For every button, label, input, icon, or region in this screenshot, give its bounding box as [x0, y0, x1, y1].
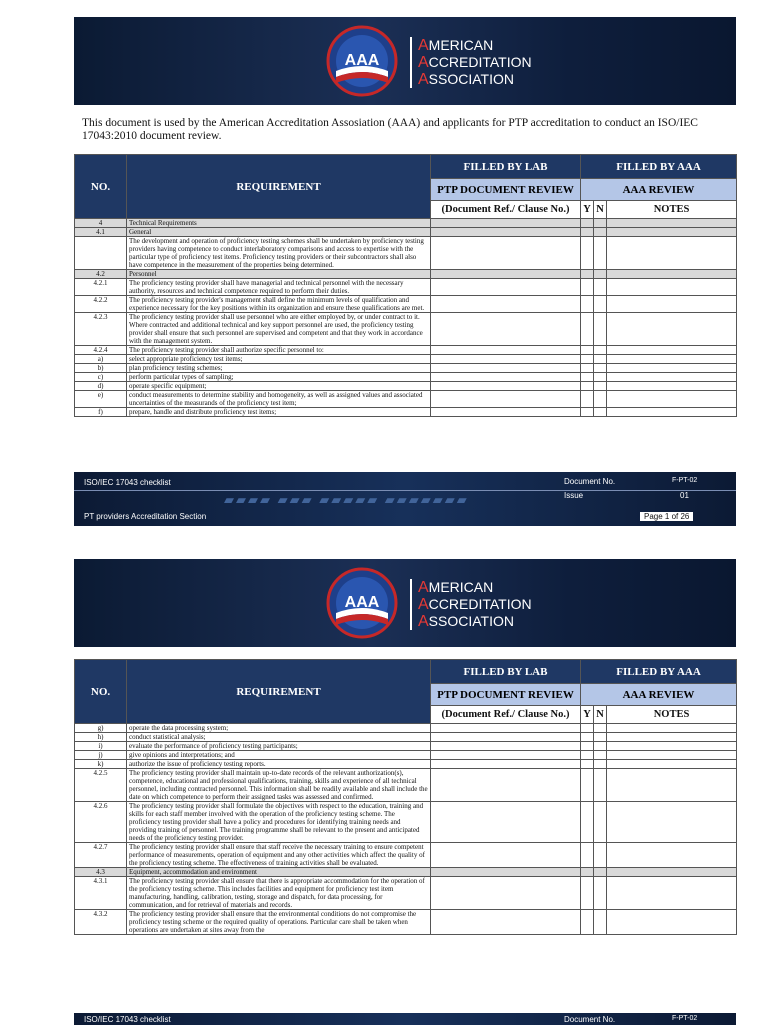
- y-cell[interactable]: [581, 373, 594, 382]
- req-no: 4.2.5: [75, 769, 127, 802]
- table-row: [75, 868, 737, 877]
- ptp-ref-cell[interactable]: [431, 355, 581, 364]
- req-text: General: [127, 228, 431, 237]
- req-no: 4.1: [75, 228, 127, 237]
- req-no: 4.3.1: [75, 877, 127, 910]
- req-text: The proficiency testing provider shall formulate the objectives with respect to the education, training and skills for each staff member involved with the operation of the proficiency testing scheme. The proficiency testing provider shall have a policy and procedures for identifying training needs and providing training of personnel. The training programme shall be relevant to the present and anticipated needs of the proficiency testing provider.: [127, 802, 431, 843]
- ptp-ref-cell[interactable]: [431, 751, 581, 760]
- y-cell[interactable]: [581, 296, 594, 313]
- ptp-ref-cell[interactable]: [431, 877, 581, 910]
- req-text: plan proficiency testing schemes;: [127, 364, 431, 373]
- req-no: h): [75, 733, 127, 742]
- n-cell[interactable]: [594, 355, 607, 364]
- page-footer: [74, 472, 736, 526]
- n-cell[interactable]: [594, 219, 607, 228]
- y-cell[interactable]: [581, 742, 594, 751]
- req-text: The proficiency testing provider's management shall define the minimum levels of qualification and experience necessary for the key positions within its organization and ensure these qualifications are met.: [127, 296, 431, 313]
- notes-cell[interactable]: [607, 733, 737, 742]
- n-cell[interactable]: [594, 760, 607, 769]
- notes-cell[interactable]: [607, 373, 737, 382]
- aaa-review: AAA REVIEW: [581, 684, 737, 706]
- page-footer: ISO/IEC 17043 checklist Document No. F-PT-02: [74, 1013, 736, 1025]
- table-row: [75, 270, 737, 279]
- req-text: give opinions and interpretations; and: [127, 751, 431, 760]
- notes-cell[interactable]: [607, 296, 737, 313]
- footer-checklist: ISO/IEC 17043 checklist: [84, 478, 171, 487]
- req-no: 4.2.6: [75, 802, 127, 843]
- ptp-ref-cell[interactable]: [431, 382, 581, 391]
- n-cell[interactable]: [594, 346, 607, 355]
- col-no: NO.: [75, 155, 127, 219]
- y-cell[interactable]: [581, 237, 594, 270]
- y-cell[interactable]: [581, 391, 594, 408]
- n-cell[interactable]: [594, 279, 607, 296]
- ptp-ref-cell[interactable]: [431, 364, 581, 373]
- y-cell[interactable]: [581, 910, 594, 935]
- notes-cell[interactable]: [607, 382, 737, 391]
- req-no: 4.2.4: [75, 346, 127, 355]
- req-text: operate the data processing system;: [127, 724, 431, 733]
- req-no: 4.2.2: [75, 296, 127, 313]
- req-text: The proficiency testing provider shall ensure that staff receive the necessary training to ensure competent performance of measurements, operation of equipment and any other activities which affect the quality of the proficiency testing scheme. The effectiveness of training activities shall be evaluated.: [127, 843, 431, 868]
- notes-cell[interactable]: [607, 408, 737, 417]
- n-cell[interactable]: [594, 843, 607, 868]
- ptp-ref-cell[interactable]: [431, 279, 581, 296]
- notes-cell[interactable]: [607, 843, 737, 868]
- req-text: The proficiency testing provider shall maintain up-to-date records of the relevant authorization(s), competence, educational and professional qualifications, training, skills and experience of all technical personnel, including contracted personnel. This information shall be readily available and shall include the date on which competence to perform their assigned tasks was assessed and confirmed.: [127, 769, 431, 802]
- req-text: The proficiency testing provider shall use personnel who are either employed by, or under contract to it. Where contracted and additional technical and key support personnel are used, the proficiency testing provider shall ensure that such personnel are supervised and competent and that they work in accordance with the management system.: [127, 313, 431, 346]
- y-cell[interactable]: [581, 346, 594, 355]
- ptp-ref-cell[interactable]: [431, 802, 581, 843]
- req-text: The proficiency testing provider shall ensure that the environmental conditions do not compromise the proficiency testing scheme or the required quality of operations. Particular care shall be taken when operations are undertaken at sites away from the: [127, 910, 431, 935]
- n-cell[interactable]: [594, 868, 607, 877]
- req-no: 4.3: [75, 868, 127, 877]
- y-cell[interactable]: [581, 751, 594, 760]
- notes-cell[interactable]: [607, 724, 737, 733]
- table-row: [75, 346, 737, 355]
- col-requirement: REQUIREMENT: [127, 155, 431, 219]
- table-row: [75, 355, 737, 364]
- filled-by-lab: FILLED BY LAB: [431, 155, 581, 179]
- col-n: N: [594, 201, 607, 219]
- footer-checklist: ISO/IEC 17043 checklist: [84, 1015, 171, 1024]
- n-cell[interactable]: [594, 910, 607, 935]
- table-row: [75, 279, 737, 296]
- page-number: Page 1 of 26: [640, 512, 693, 521]
- n-cell[interactable]: [594, 373, 607, 382]
- req-no: j): [75, 751, 127, 760]
- table-row: [75, 877, 737, 910]
- intro-text: This document is used by the American Accreditation Assosiation (AAA) and applicants for PTP accreditation to conduct an ISO/IEC 17043:2010 document review.: [82, 117, 698, 142]
- req-no: c): [75, 373, 127, 382]
- notes-cell[interactable]: [607, 279, 737, 296]
- aaa-logo-icon: [326, 25, 398, 97]
- req-no: [75, 237, 127, 270]
- aaa-logo-icon: [326, 567, 398, 639]
- ptp-ref-cell[interactable]: [431, 769, 581, 802]
- ptp-ref-cell[interactable]: [431, 910, 581, 935]
- y-cell[interactable]: [581, 364, 594, 373]
- req-text: The proficiency testing provider shall authorize specific personnel to:: [127, 346, 431, 355]
- table-row: [75, 364, 737, 373]
- n-cell[interactable]: [594, 769, 607, 802]
- col-notes: NOTES: [607, 201, 737, 219]
- ptp-ref-cell[interactable]: [431, 346, 581, 355]
- notes-cell[interactable]: [607, 751, 737, 760]
- notes-cell[interactable]: [607, 760, 737, 769]
- req-text: Equipment, accommodation and environment: [127, 868, 431, 877]
- filled-by-aaa: FILLED BY AAA: [581, 660, 737, 684]
- ptp-ref-cell[interactable]: [431, 868, 581, 877]
- requirements-table: [74, 154, 737, 417]
- brand-name: AMERICAN ACCREDITATION ASSOCIATION: [410, 37, 532, 88]
- notes-cell[interactable]: [607, 868, 737, 877]
- n-cell[interactable]: [594, 751, 607, 760]
- req-no: b): [75, 364, 127, 373]
- notes-cell[interactable]: [607, 391, 737, 408]
- notes-cell[interactable]: [607, 910, 737, 935]
- ptp-document-review: PTP DOCUMENT REVIEW: [431, 179, 581, 201]
- ptp-ref-cell[interactable]: [431, 228, 581, 237]
- requirements-table: [74, 659, 737, 935]
- page-1: [74, 17, 736, 527]
- req-no: g): [75, 724, 127, 733]
- req-no: 4.3.2: [75, 910, 127, 935]
- table-row: [75, 219, 737, 228]
- req-text: authorize the issue of proficiency testing reports.: [127, 760, 431, 769]
- y-cell[interactable]: [581, 760, 594, 769]
- y-cell[interactable]: [581, 408, 594, 417]
- y-cell[interactable]: [581, 802, 594, 843]
- y-cell[interactable]: [581, 733, 594, 742]
- footer-section: PT providers Accreditation Section: [84, 512, 207, 521]
- req-no: 4.2.3: [75, 313, 127, 346]
- req-text: conduct measurements to determine stability and homogeneity, as well as assigned values and associated uncertainties of the measurands of the proficiency test item;: [127, 391, 431, 408]
- ptp-ref-cell[interactable]: [431, 742, 581, 751]
- footer-docbox: Document No. F-PT-02 Issue 01 Page 1 of 26: [564, 477, 698, 521]
- req-no: 4.2: [75, 270, 127, 279]
- n-cell[interactable]: [594, 364, 607, 373]
- notes-cell[interactable]: [607, 877, 737, 910]
- col-y: Y: [581, 201, 594, 219]
- ptp-ref-cell[interactable]: [431, 391, 581, 408]
- n-cell[interactable]: [594, 270, 607, 279]
- col-n: N: [594, 706, 607, 724]
- col-y: Y: [581, 706, 594, 724]
- col-requirement: REQUIREMENT: [127, 660, 431, 724]
- ptp-ref-cell[interactable]: [431, 373, 581, 382]
- notes-cell[interactable]: [607, 270, 737, 279]
- notes-cell[interactable]: [607, 237, 737, 270]
- table-row: [75, 769, 737, 802]
- ptp-ref-cell[interactable]: [431, 760, 581, 769]
- ptp-ref-cell[interactable]: [431, 724, 581, 733]
- n-cell[interactable]: [594, 382, 607, 391]
- req-text: Technical Requirements: [127, 219, 431, 228]
- table-row: [75, 843, 737, 868]
- filled-by-lab: FILLED BY LAB: [431, 660, 581, 684]
- header-banner: [74, 559, 736, 647]
- req-no: d): [75, 382, 127, 391]
- req-text: evaluate the performance of proficiency testing participants;: [127, 742, 431, 751]
- req-text: perform particular types of sampling;: [127, 373, 431, 382]
- y-cell[interactable]: [581, 228, 594, 237]
- table-row: [75, 237, 737, 270]
- y-cell[interactable]: [581, 877, 594, 910]
- req-text: Personnel: [127, 270, 431, 279]
- req-text: The proficiency testing provider shall ensure that there is appropriate accommodation for the operation of the proficiency testing scheme. This includes facilities and equipment for proficiency test item manufacturing, handling, calibration, testing, storage and dispatch, for data processing, for communication, and for retrieval of materials and records.: [127, 877, 431, 910]
- col-notes: NOTES: [607, 706, 737, 724]
- table-row: [75, 733, 737, 742]
- ptp-ref-cell[interactable]: [431, 733, 581, 742]
- table-row: [75, 296, 737, 313]
- table-row: [75, 802, 737, 843]
- y-cell[interactable]: [581, 313, 594, 346]
- y-cell[interactable]: [581, 270, 594, 279]
- n-cell[interactable]: [594, 228, 607, 237]
- req-no: a): [75, 355, 127, 364]
- y-cell[interactable]: [581, 382, 594, 391]
- col-no: NO.: [75, 660, 127, 724]
- page-2: [74, 559, 736, 1024]
- y-cell[interactable]: [581, 219, 594, 228]
- req-text: select appropriate proficiency test items;: [127, 355, 431, 364]
- notes-cell[interactable]: [607, 346, 737, 355]
- req-no: 4.2.7: [75, 843, 127, 868]
- notes-cell[interactable]: [607, 769, 737, 802]
- ptp-ref-cell[interactable]: [431, 237, 581, 270]
- ptp-ref-cell[interactable]: [431, 270, 581, 279]
- aaa-review: AAA REVIEW: [581, 179, 737, 201]
- req-text: The development and operation of proficiency testing schemes shall be undertaken by proficiency testing providers having competence to conduct interlaboratory comparisons and access to expertise with the particular type of proficiency test items. Proficiency testing providers or their subcontractors shall also have competence in the measurement of the properties being determined.: [127, 237, 431, 270]
- table-row: [75, 760, 737, 769]
- ptp-ref-cell[interactable]: [431, 313, 581, 346]
- notes-cell[interactable]: [607, 219, 737, 228]
- table-row: [75, 228, 737, 237]
- ptp-ref-cell[interactable]: [431, 843, 581, 868]
- req-no: 4: [75, 219, 127, 228]
- n-cell[interactable]: [594, 296, 607, 313]
- req-no: 4.2.1: [75, 279, 127, 296]
- req-text: conduct statistical analysis;: [127, 733, 431, 742]
- n-cell[interactable]: [594, 313, 607, 346]
- n-cell[interactable]: [594, 742, 607, 751]
- n-cell[interactable]: [594, 391, 607, 408]
- table-row: [75, 724, 737, 733]
- n-cell[interactable]: [594, 237, 607, 270]
- y-cell[interactable]: [581, 843, 594, 868]
- y-cell[interactable]: [581, 279, 594, 296]
- n-cell[interactable]: [594, 802, 607, 843]
- table-row: [75, 742, 737, 751]
- notes-cell[interactable]: [607, 228, 737, 237]
- req-no: f): [75, 408, 127, 417]
- notes-cell[interactable]: [607, 355, 737, 364]
- header-banner: [74, 17, 736, 105]
- ptp-ref-cell[interactable]: [431, 408, 581, 417]
- table-row: [75, 751, 737, 760]
- svg-text:AAA: AAA: [344, 594, 380, 611]
- req-no: e): [75, 391, 127, 408]
- document-ref: (Document Ref./ Clause No.): [431, 706, 581, 724]
- footer-watermark-icon: ▰▰▰▰ ▰▰▰ ▰▰▰▰▰ ▰▰▰▰▰▰▰: [224, 492, 469, 506]
- y-cell[interactable]: [581, 769, 594, 802]
- document-ref: (Document Ref./ Clause No.): [431, 201, 581, 219]
- notes-cell[interactable]: [607, 364, 737, 373]
- table-row: [75, 373, 737, 382]
- table-row: [75, 408, 737, 417]
- req-no: i): [75, 742, 127, 751]
- notes-cell[interactable]: [607, 313, 737, 346]
- ptp-document-review: PTP DOCUMENT REVIEW: [431, 684, 581, 706]
- table-row: [75, 391, 737, 408]
- req-text: operate specific equipment;: [127, 382, 431, 391]
- y-cell[interactable]: [581, 724, 594, 733]
- n-cell[interactable]: [594, 724, 607, 733]
- svg-text:AAA: AAA: [344, 52, 380, 69]
- notes-cell[interactable]: [607, 802, 737, 843]
- filled-by-aaa: FILLED BY AAA: [581, 155, 737, 179]
- table-row: [75, 910, 737, 935]
- ptp-ref-cell[interactable]: [431, 219, 581, 228]
- table-row: [75, 382, 737, 391]
- req-text: The proficiency testing provider shall have managerial and technical personnel with the necessary authority, resources and technical competence required to perform their duties.: [127, 279, 431, 296]
- brand-name: AMERICAN ACCREDITATION ASSOCIATION: [410, 579, 532, 630]
- y-cell[interactable]: [581, 868, 594, 877]
- req-no: k): [75, 760, 127, 769]
- y-cell[interactable]: [581, 355, 594, 364]
- req-text: prepare, handle and distribute proficiency test items;: [127, 408, 431, 417]
- notes-cell[interactable]: [607, 742, 737, 751]
- n-cell[interactable]: [594, 733, 607, 742]
- ptp-ref-cell[interactable]: [431, 296, 581, 313]
- n-cell[interactable]: [594, 408, 607, 417]
- n-cell[interactable]: [594, 877, 607, 910]
- table-row: [75, 313, 737, 346]
